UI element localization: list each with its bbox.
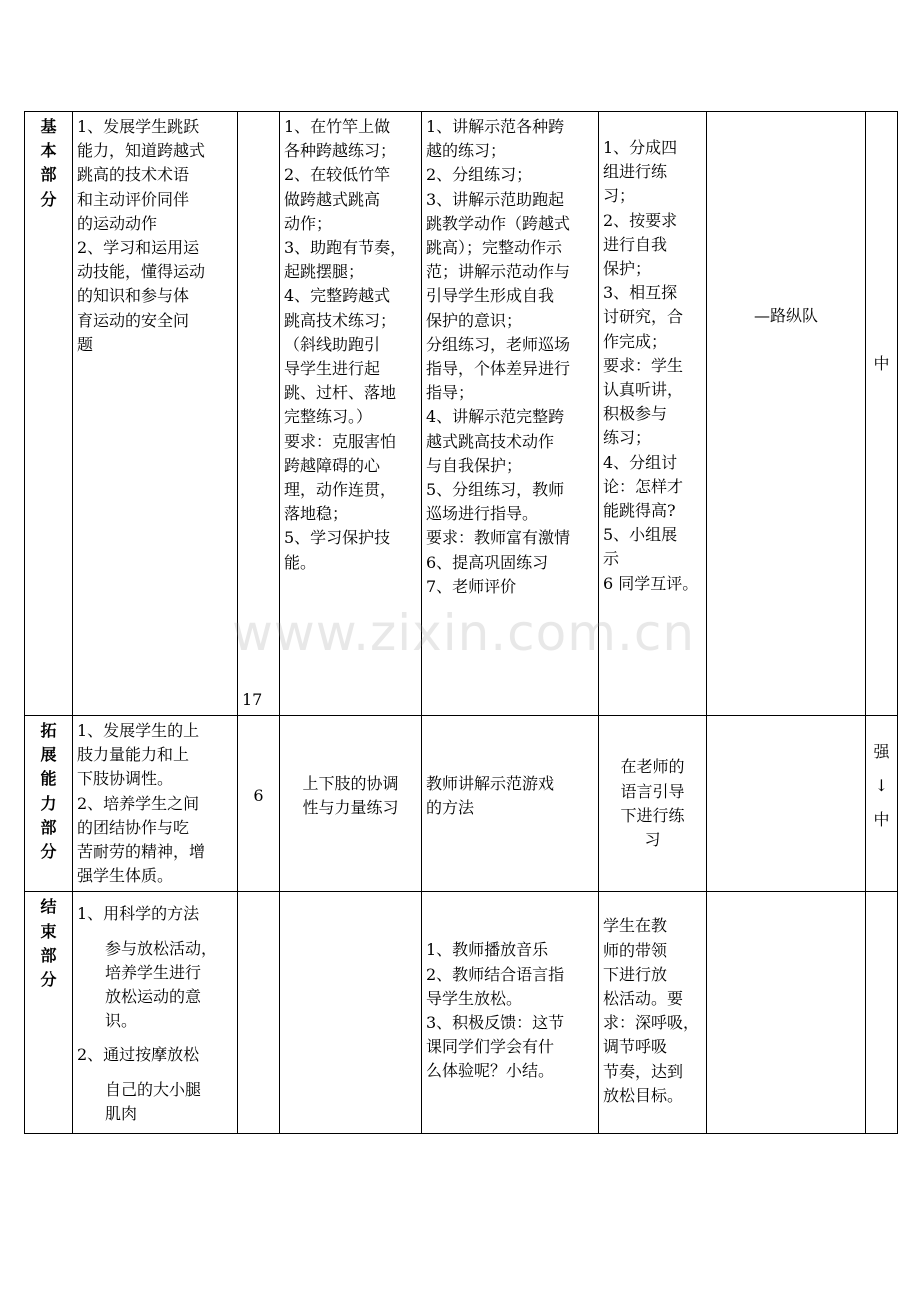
time-cell: 17 [238,112,280,716]
table-row-extension [25,716,898,892]
teacher-activity-cell: 教师讲解示范游戏 的方法 [422,716,599,892]
intensity-cell [866,892,898,1134]
objectives-cell: 1、发展学生的上 肢力量能力和上 下肢协调性。 2、培养学生之间 的团结协作与吃 苦耐劳的精神，增 强学生体质。 [73,716,238,892]
student-activity-cell: 在老师的 语言引导 下进行练 习 [599,716,707,892]
objectives-cell: 1、用科学的方法 参与放松活动， 培养学生进行 放松运动的意 识。 2、通过按摩放松 自己的大小腿 肌肉 [73,892,238,1134]
objectives-cell: 1、发展学生跳跃 能力，知道跨越式 跳高的技术术语 和主动评价同伴 的运动动作 2、学习和运用运 动技能，懂得运动 的知识和参与体 育运动的安全问 题 [73,112,238,716]
table-row-ending [25,892,898,1134]
time-cell [238,892,280,1134]
content-cell: 1、在竹竿上做 各种跨越练习； 2、在较低竹竿 做跨越式跳高 动作； 3、助跑有节奏， 起跳摆腿； 4、完整跨越式 跳高技术练习； （斜线助跑引 导学生进行起 跳、过杆、落地 完整练习。） 要求：克服害怕 跨越障碍的心 理，动作连贯， 落地稳； 5、学习保护技 能。 [280,112,422,716]
table-row-basic [25,112,898,716]
organization-cell: —路纵队 [707,112,866,716]
section-title-extension: 拓 展 能 力 部 分 [25,716,73,892]
content-cell: 上下肢的协调 性与力量练习 [280,716,422,892]
intensity-cell: 中 [866,112,898,716]
teacher-activity-cell: 1、讲解示范各种跨 越的练习； 2、分组练习； 3、讲解示范助跑起 跳教学动作（跨越式 跳高）；完整动作示 范；讲解示范动作与 引导学生形成自我 保护的意识； 分组练习，老师巡场 指导，个体差异进行 指导； 4、讲解示范完整跨 越式跳高技术动作 与自我保护； 5、分组练习，教师 巡场进行指导。 要求：教师富有激情 6、提高巩固练习 7、老师评价 [422,112,599,716]
organization-cell [707,892,866,1134]
student-activity-cell: 1、分成四 组进行练 习； 2、按要求 进行自我 保护； 3、相互探 讨研究，合 作完成； 要求：学生 认真听讲， 积极参与 练习； 4、分组讨 论：怎样才 能跳得高? 5、小组展 示 6 同学互评。 [599,112,707,716]
student-activity-cell: 学生在教 师的带领 下进行放 松活动。要 求：深呼吸， 调节呼吸 节奏，达到 放松目标。 [599,892,707,1134]
content-cell [280,892,422,1134]
teacher-activity-cell: 1、教师播放音乐 2、教师结合语言指 导学生放松。 3、积极反馈：这节 课同学们学会有什 么体验呢？小结。 [422,892,599,1134]
watermark: www.zixin.com.cn [232,604,696,662]
lesson-plan-table [24,111,898,1134]
intensity-cell: 强 ↓ 中 [866,716,898,892]
organization-cell [707,716,866,892]
time-cell: 6 [238,716,280,892]
section-title-ending: 结 束 部 分 [25,892,73,1134]
section-title-basic: 基 本 部 分 [25,112,73,716]
